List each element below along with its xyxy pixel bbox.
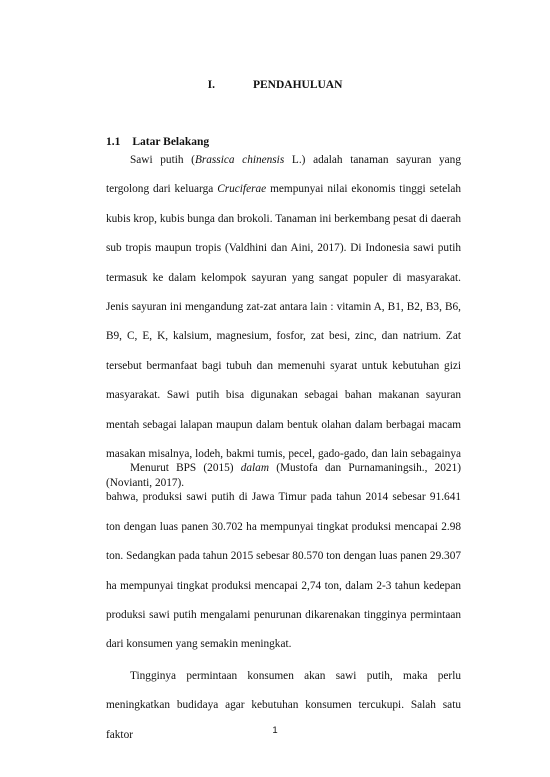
section-number: 1.1	[106, 136, 121, 148]
p1-text-b: L.) adalah tanaman sayuran yang tergolong dari keluarga	[106, 154, 461, 196]
p2-citation-italic: dalam	[240, 462, 269, 474]
chapter-number: I.	[207, 79, 215, 91]
paragraph-2	[106, 454, 461, 660]
paragraph-1	[106, 146, 461, 499]
p2-text-b: (Mustofa dan Purnamaningsih., 2021) bahwa, produksi sawi putih di Jawa Timur pada tahun 2014 sebesar 91.641 ton dengan luas panen 30.702 ha mempunyai tingkat produksi mencapai 2.98 ton. Sedangkan pada tahun 2015 sebesar 80.570 ton dengan luas panen 29.307 ha mempunyai tingkat produksi mencapai 2,74 ton, dalam 2-3 tahun kedepan produksi sawi putih mengalami penurunan dikarenakan tingginya permintaan dari konsumen yang semakin meningkat.	[106, 462, 461, 651]
p1-family-name: Cruciferae	[217, 183, 267, 196]
chapter-title: PENDAHULUAN	[252, 79, 343, 91]
page-number: 1	[272, 725, 278, 736]
p3-text-a: Tingginya permintaan konsumen akan sawi putih, maka perlu meningkatkan budidaya agar kebutuhan konsumen tercukupi. Salah satu faktor	[106, 670, 461, 741]
p1-text-c: mempunyai nilai ekonomis tinggi setelah kubis krop, kubis bunga dan brokoli. Tanaman ini berkembang pesat di daerah sub tropis maupun tropis (Valdhini dan Aini, 2017). Di Indonesia sawi putih termasuk ke dalam kelompok sayuran yang sangat populer di masyarakat. Jenis sayuran ini mengandung zat-zat antara lain : vitamin A, B1, B2, B3, B6, B9, C, E, K, kalsium, magnesium, fosfor, zat besi, zinc, dan natrium. Zat tersebut bermanfaat bagi tubuh dan memenuhi syarat untuk kebutuhan gizi masyarakat. Sawi putih bisa digunakan sebagai bahan makanan sayuran mentah sebagai lalapan maupun dalam bentuk olahan dalam berbagai macam masakan misalnya, lodeh, bakmi tumis, pecel, gado-gado, dan lain sebagainya (Novianti, 2017).	[106, 183, 461, 490]
p2-text-a: Menurut BPS (2015)	[130, 462, 241, 474]
chapter-heading	[0, 79, 550, 91]
paragraph-3	[106, 662, 461, 750]
section-title: Latar Belakang	[132, 136, 210, 148]
p1-text-a: Sawi putih (	[130, 154, 195, 166]
p1-species-name: Brassica chinensis	[194, 154, 285, 166]
